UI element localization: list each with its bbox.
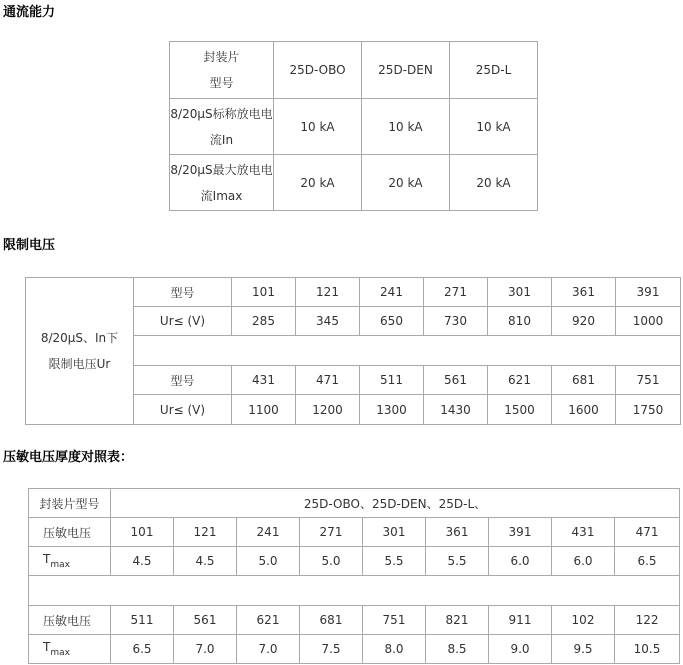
row-label: Ur≤ (V) [134, 307, 232, 336]
table-cell: 1000 [616, 307, 681, 336]
table-cell: 471 [296, 366, 360, 395]
table-cell: 920 [552, 307, 616, 336]
row-label: 8/20μS最大放电电 流Imax [170, 155, 274, 211]
tmax-label: $T_{max}$ [29, 547, 111, 576]
table-cell: 361 [426, 518, 489, 547]
table-cell: 751 [616, 366, 681, 395]
flow-capacity-table [169, 41, 538, 211]
table-cell: 471 [615, 518, 680, 547]
section-heading-limit-voltage: 限制电压 [3, 238, 56, 253]
table-cell: 9.5 [552, 635, 615, 664]
table-cell: 345 [296, 307, 360, 336]
section-heading-flow-capacity: 通流能力 [3, 5, 56, 20]
table-cell: 5.5 [426, 547, 489, 576]
row-label: 压敏电压 [29, 518, 111, 547]
table-cell: 101 [111, 518, 174, 547]
row-label: 8/20μS标称放电电 流In [170, 99, 274, 155]
table-cell: 102 [552, 606, 615, 635]
table-cell: 271 [424, 278, 488, 307]
table-row [170, 99, 538, 155]
table-cell: 20 kA [362, 155, 450, 211]
table-cell: 122 [615, 606, 680, 635]
table-cell: 7.5 [300, 635, 363, 664]
table-cell: 561 [424, 366, 488, 395]
spacer-cell [29, 576, 680, 606]
thickness-table [28, 488, 680, 664]
table-cell: 650 [360, 307, 424, 336]
table-cell: 391 [489, 518, 552, 547]
table-cell: 10 kA [274, 99, 362, 155]
limit-voltage-table [25, 277, 681, 425]
table-cell: 20 kA [450, 155, 538, 211]
model-col-header: 25D-L [450, 42, 538, 99]
table-cell: 285 [232, 307, 296, 336]
table-cell: 8.5 [426, 635, 489, 664]
table-cell: 1200 [296, 395, 360, 425]
table-cell: 5.0 [300, 547, 363, 576]
table-cell: 1300 [360, 395, 424, 425]
table-row [26, 278, 681, 307]
table-cell: 511 [360, 366, 424, 395]
table-cell: 431 [232, 366, 296, 395]
table-cell: 730 [424, 307, 488, 336]
table-cell: 6.5 [111, 635, 174, 664]
tmax-label: $T_{max}$ [29, 635, 111, 664]
table-row [29, 547, 680, 576]
table-row [170, 155, 538, 211]
table-cell: 6.0 [489, 547, 552, 576]
table-cell: 8.0 [363, 635, 426, 664]
table-cell: 1430 [424, 395, 488, 425]
model-col-header: 25D-DEN [362, 42, 450, 99]
table-cell: 241 [237, 518, 300, 547]
table-cell: 561 [174, 606, 237, 635]
table-row [170, 42, 538, 99]
table-cell: 681 [552, 366, 616, 395]
table-cell: 431 [552, 518, 615, 547]
package-model-label: 封装片型号 [29, 489, 111, 518]
limit-voltage-side-label: 8/20μS、In下 限制电压Ur [26, 278, 134, 425]
table-cell: 391 [616, 278, 681, 307]
table-cell: 7.0 [174, 635, 237, 664]
table-cell: 1100 [232, 395, 296, 425]
spacer-cell [134, 336, 681, 366]
table-row [29, 635, 680, 664]
table-cell: 10.5 [615, 635, 680, 664]
table-cell: 121 [174, 518, 237, 547]
table-cell: 681 [300, 606, 363, 635]
table-cell: 6.0 [552, 547, 615, 576]
table-cell: 5.0 [237, 547, 300, 576]
table-cell: 621 [488, 366, 552, 395]
table-cell: 271 [300, 518, 363, 547]
table-cell: 121 [296, 278, 360, 307]
table-cell: 7.0 [237, 635, 300, 664]
table-row [29, 606, 680, 635]
table-row-spacer [29, 576, 680, 606]
table-cell: 301 [363, 518, 426, 547]
package-model-label: 封装片 型号 [170, 42, 274, 99]
table-cell: 361 [552, 278, 616, 307]
table-cell: 821 [426, 606, 489, 635]
table-cell: 810 [488, 307, 552, 336]
table-cell: 10 kA [450, 99, 538, 155]
table-cell: 9.0 [489, 635, 552, 664]
table-cell: 5.5 [363, 547, 426, 576]
table-cell: 1500 [488, 395, 552, 425]
table-cell: 621 [237, 606, 300, 635]
model-col-header: 25D-OBO [274, 42, 362, 99]
table-cell: 301 [488, 278, 552, 307]
table-cell: 1750 [616, 395, 681, 425]
table-cell: 241 [360, 278, 424, 307]
row-label: 型号 [134, 278, 232, 307]
table-cell: 911 [489, 606, 552, 635]
table-cell: 4.5 [174, 547, 237, 576]
table-cell: 511 [111, 606, 174, 635]
row-label: 压敏电压 [29, 606, 111, 635]
table-cell: 1600 [552, 395, 616, 425]
package-model-value: 25D-OBO、25D-DEN、25D-L、 [111, 489, 680, 518]
table-cell: 6.5 [615, 547, 680, 576]
table-cell: 101 [232, 278, 296, 307]
table-row [29, 489, 680, 518]
table-cell: 10 kA [362, 99, 450, 155]
section-heading-thickness: 压敏电压厚度对照表： [3, 450, 134, 465]
table-cell: 751 [363, 606, 426, 635]
table-cell: 20 kA [274, 155, 362, 211]
row-label: 型号 [134, 366, 232, 395]
table-cell: 4.5 [111, 547, 174, 576]
table-row [29, 518, 680, 547]
row-label: Ur≤ (V) [134, 395, 232, 425]
